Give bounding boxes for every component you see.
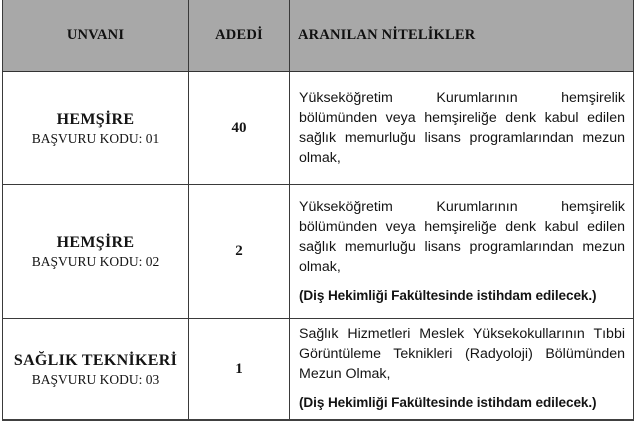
qualifications-text: Yükseköğretim Kurumlarının hemşirelik bölümünden veya hemşireliğe denk kabul edilen sağlık memurluğu lisans programlarından mezun olmak, (299, 89, 625, 166)
job-title: SAĞLIK TEKNİKERİ (13, 351, 178, 369)
qualifications-text: Sağlık Hizmetleri Meslek Yüksekokullarının Tıbbi Görüntüleme Teknikleri (Radyoloji) Bölümünden Mezun Olmak, (299, 326, 625, 382)
col-header-aranilan-nitelikler: ARANILAN NİTELİKLER (290, 0, 634, 72)
position-title-cell (3, 319, 189, 421)
table-row (3, 319, 634, 421)
position-count: 40 (189, 72, 290, 185)
qualifications-cell (290, 72, 634, 185)
application-code: BAŞVURU KODU: 02 (31, 254, 160, 269)
position-count: 1 (189, 319, 290, 421)
qualifications-cell (290, 319, 634, 421)
qualifications-cell (290, 185, 634, 319)
col-header-adedi: ADEDİ (189, 0, 290, 72)
application-code: BAŞVURU KODU: 03 (31, 371, 160, 387)
position-count: 2 (189, 185, 290, 319)
job-title: HEMŞİRE (56, 110, 135, 128)
note-text: (Diş Hekimliği Fakültesinde istihdam edilecek.) (299, 287, 597, 303)
position-title-cell (3, 72, 189, 185)
table-header-row (3, 0, 634, 72)
job-title: HEMŞİRE (56, 234, 135, 251)
note-text: (Diş Hekimliği Fakültesinde istihdam edilecek.) (299, 395, 597, 410)
table-row (3, 185, 634, 319)
application-code: BAŞVURU KODU: 01 (31, 130, 160, 146)
qualifications-text: Yükseköğretim Kurumlarının hemşirelik bölümünden veya hemşireliğe denk kabul edilen sağlık memurluğu lisans programlarından mezun olmak, (299, 198, 625, 275)
job-postings-table (2, 0, 634, 421)
col-header-unvani: UNVANI (3, 0, 189, 72)
position-title-cell (3, 185, 189, 319)
table-row (3, 72, 634, 185)
